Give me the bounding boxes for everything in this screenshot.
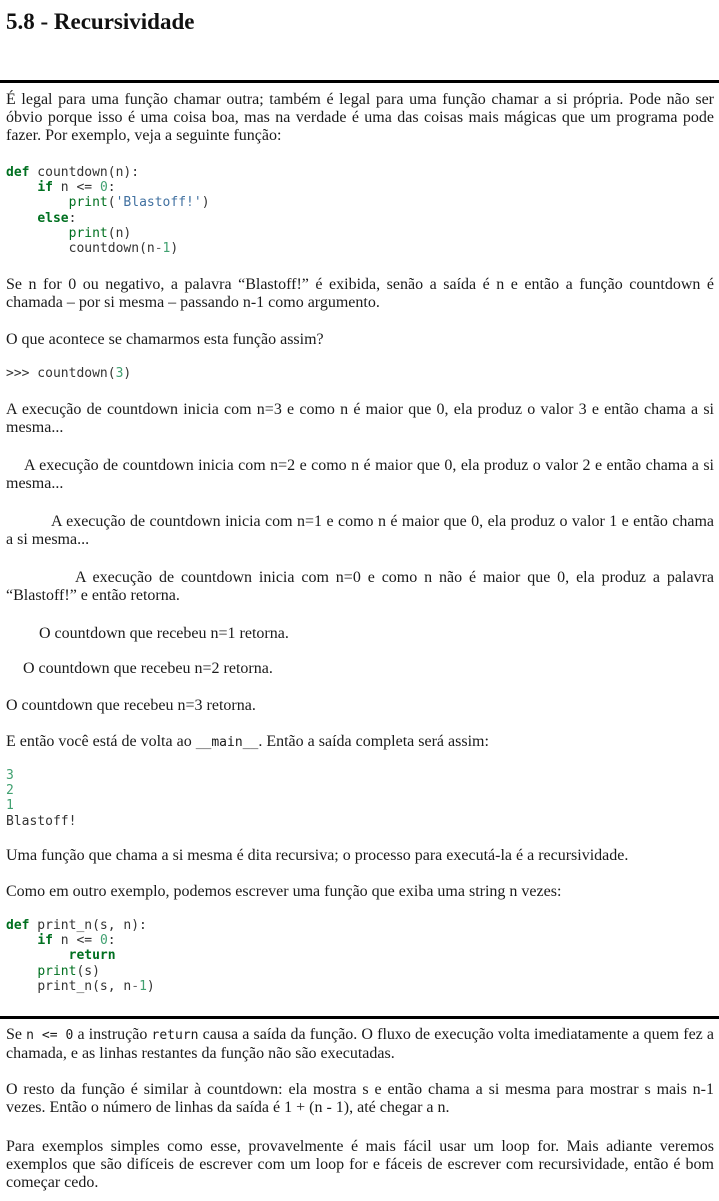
code-builtin: print — [68, 195, 108, 211]
code-text: ) — [201, 195, 210, 211]
paragraph-question: O que acontece se chamarmos esta função assim? — [6, 331, 324, 348]
paragraph-other-example: Como em outro exemplo, podemos escrever uma função que exiba uma string n vezes: — [6, 883, 562, 900]
exec-paragraph-n2: A execução de countdown inicia com n=2 e como n é maior que 0, ela produz o valor 2 e então chama a si mesma... — [6, 457, 714, 492]
code-text: ( — [107, 195, 116, 211]
main-text-before: E então você está de volta ao — [6, 733, 196, 750]
code-number: 0 — [99, 180, 108, 196]
code-number: 1 — [162, 241, 171, 257]
main-text-after: . Então a saída completa será assim: — [258, 733, 489, 750]
code-keyword: return — [68, 948, 116, 964]
code-number: 1 — [139, 978, 147, 994]
code-keyword: if — [37, 180, 53, 196]
code-builtin: print — [37, 963, 77, 979]
paragraph-main — [6, 733, 714, 752]
se-text-before: Se — [6, 1026, 27, 1043]
code-text: : — [107, 180, 116, 196]
code-builtin: print — [68, 225, 108, 241]
code-text: ) — [146, 978, 155, 994]
output-line: 1 — [6, 798, 14, 814]
code-keyword: if — [37, 933, 53, 949]
section-divider — [0, 1016, 719, 1019]
intro-paragraph: É legal para uma função chamar outra; também é legal para uma função chamar a si própria. Pode não ser óbvio porque isso é uma coisa boa, mas na verdade é uma das coisas mais mágicas que um programa pode fazer. Por exemplo, veja a seguinte função: — [6, 91, 714, 144]
code-text: (s) — [76, 963, 100, 979]
code-text: print_n(s, n — [37, 978, 132, 994]
code-block-output — [6, 768, 76, 829]
return-paragraph-n2: O countdown que recebeu n=2 retorna. — [23, 660, 273, 677]
exec-paragraph-n1: A execução de countdown inicia com n=1 e como n é maior que 0, ela produz o valor 1 e então chama a si mesma... — [6, 513, 714, 548]
code-block-print-n — [6, 918, 155, 994]
code-text: : — [68, 210, 77, 226]
code-text: : — [107, 933, 116, 949]
paragraph-se-n: Se n for 0 ou negativo, a palavra “Blastoff!” é exibida, senão a saída é n e então a função countdown é chamada – por si mesma – passando n-1 como argumento. — [6, 276, 714, 311]
code-block-countdown — [6, 165, 210, 256]
code-number: 0 — [99, 933, 108, 949]
code-operator: - — [154, 241, 163, 257]
code-text: countdown(n): — [29, 165, 140, 180]
output-line: Blastoff! — [6, 813, 77, 829]
return-paragraph-n3: O countdown que recebeu n=3 retorna. — [6, 697, 256, 714]
code-keyword: def — [6, 918, 30, 933]
code-text: countdown(n — [68, 241, 155, 257]
paragraph-recursive: Uma função que chama a si mesma é dita recursiva; o processo para executá-la é a recursividade. — [6, 847, 629, 864]
inline-code-condition: n <= 0 — [26, 1028, 74, 1043]
se-text-mid: a instrução — [73, 1026, 152, 1043]
exec-paragraph-n3: A execução de countdown inicia com n=3 e como n é maior que 0, ela produz o valor 3 e então chama a si mesma... — [6, 401, 714, 436]
inline-code-return: return — [151, 1028, 199, 1043]
code-string: 'Blastoff!' — [115, 195, 202, 211]
top-divider — [0, 80, 719, 83]
code-number: 3 — [115, 366, 124, 381]
output-line: 2 — [6, 783, 14, 799]
paragraph-loop: Para exemplos simples como esse, provavelmente é mais fácil usar um loop for. Mais adiante veremos exemplos que são difíceis de escrever com um loop for e fáceis de escrever com recursividade, então é bom começar cedo. — [6, 1138, 714, 1191]
inline-code-main: __main__ — [195, 735, 259, 750]
code-text: ) — [123, 366, 132, 381]
code-text: (n) — [107, 225, 132, 241]
exec-paragraph-n0: A execução de countdown inicia com n=0 e como n não é maior que 0, ela produz a palavra “Blastoff!” e então retorna. — [6, 569, 714, 604]
page-title: 5.8 - Recursividade — [6, 9, 195, 34]
paragraph-return-explanation — [6, 1026, 714, 1063]
se-text-after: causa a saída da função. O fluxo de execução volta imediatamente a quem fez a chamada, e as linhas restantes da função não são executadas. — [6, 1026, 715, 1062]
output-line: 3 — [6, 768, 14, 783]
paragraph-rest: O resto da função é similar à countdown: ela mostra s e então chama a si mesma para mostrar s mais n-1 vezes. Então o número de linhas da saída é 1 + (n - 1), até chegar a n. — [6, 1081, 714, 1116]
code-keyword: def — [6, 165, 30, 180]
code-text: n <= — [52, 180, 100, 196]
code-text: ) — [170, 241, 179, 257]
code-text: n <= — [52, 933, 100, 949]
code-text: >>> countdown( — [6, 366, 116, 381]
return-paragraph-n1: O countdown que recebeu n=1 retorna. — [39, 625, 289, 642]
code-keyword: else — [37, 210, 69, 226]
code-text: print_n(s, n): — [29, 918, 147, 933]
code-operator: - — [131, 978, 140, 994]
code-block-call — [6, 366, 131, 381]
